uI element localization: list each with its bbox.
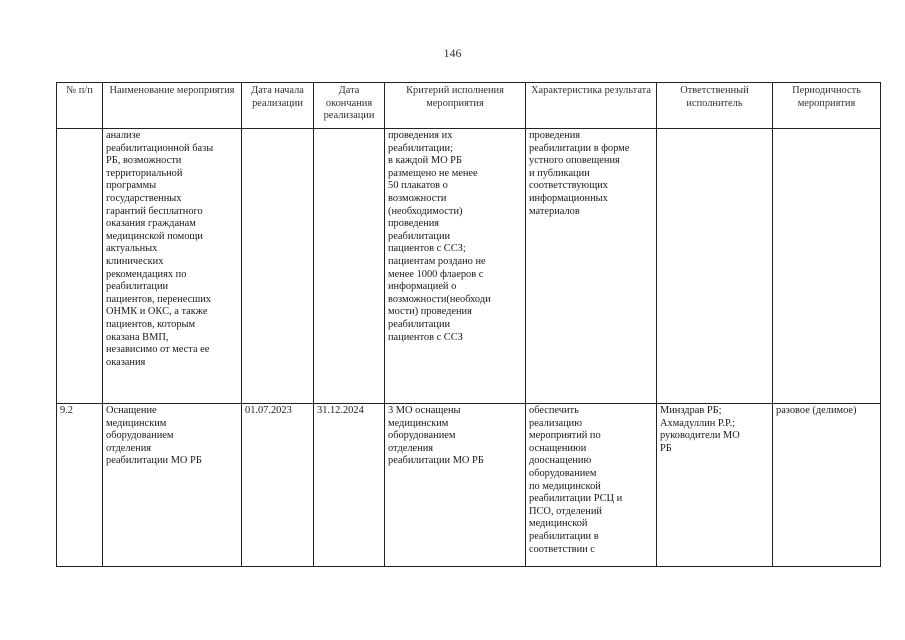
header-start-date: Дата начала реализации <box>242 83 314 129</box>
page-number: 146 <box>443 46 462 60</box>
measures-table <box>56 82 881 567</box>
table-row <box>57 404 881 567</box>
result: проведения реабилитации в форме устного оповещения и публикации соответствующих информационных материалов <box>526 129 657 404</box>
start-date <box>242 129 314 404</box>
measure-name: анализе реабилитационной базы РБ, возможности территориальной программы государственных гарантий бесплатного оказания гражданам медицинской помощи актуальных клинических рекомендациях по реабилитации пациентов, перенесших ОНМК и ОКС, а также пациентов, которым оказана ВМП, независимо от места ее оказания <box>103 129 242 404</box>
responsible: Минздрав РБ; Ахмадуллин Р.Р.; руководители МО РБ <box>657 404 773 567</box>
table-row <box>57 129 881 404</box>
end-date <box>314 129 385 404</box>
result: обеспечить реализацию мероприятий по оснащениюи дооснащению оборудованием по медицинской реабилитации РСЦ и ПСО, отделений медицинской реабилитации в соответствии с <box>526 404 657 567</box>
responsible <box>657 129 773 404</box>
criterion: 3 МО оснащены медицинским оборудованием отделения реабилитации МО РБ <box>385 404 526 567</box>
row-number: 9.2 <box>57 404 103 567</box>
header-periodicity: Периодичность мероприятия <box>773 83 881 129</box>
measure-name: Оснащение медицинским оборудованием отделения реабилитации МО РБ <box>103 404 242 567</box>
periodicity: разовое (делимое) <box>773 404 881 567</box>
header-responsible: Ответственный исполнитель <box>657 83 773 129</box>
end-date: 31.12.2024 <box>314 404 385 567</box>
header-end-date: Дата окончания реализации <box>314 83 385 129</box>
header-criterion: Критерий исполнения мероприятия <box>385 83 526 129</box>
start-date: 01.07.2023 <box>242 404 314 567</box>
row-number <box>57 129 103 404</box>
header-name: Наименование мероприятия <box>103 83 242 129</box>
table-header-row <box>57 83 881 129</box>
criterion: проведения их реабилитации; в каждой МО РБ размещено не менее 50 плакатов о возможности (необходимости) проведения реабилитации пациентов с ССЗ; пациентам роздано не менее 1000 флаеров с информацией о возможности(необходи мости) проведения реабилитации пациентов с ССЗ <box>385 129 526 404</box>
header-number: № п/п <box>57 83 103 129</box>
header-result: Характеристика результата <box>526 83 657 129</box>
periodicity <box>773 129 881 404</box>
